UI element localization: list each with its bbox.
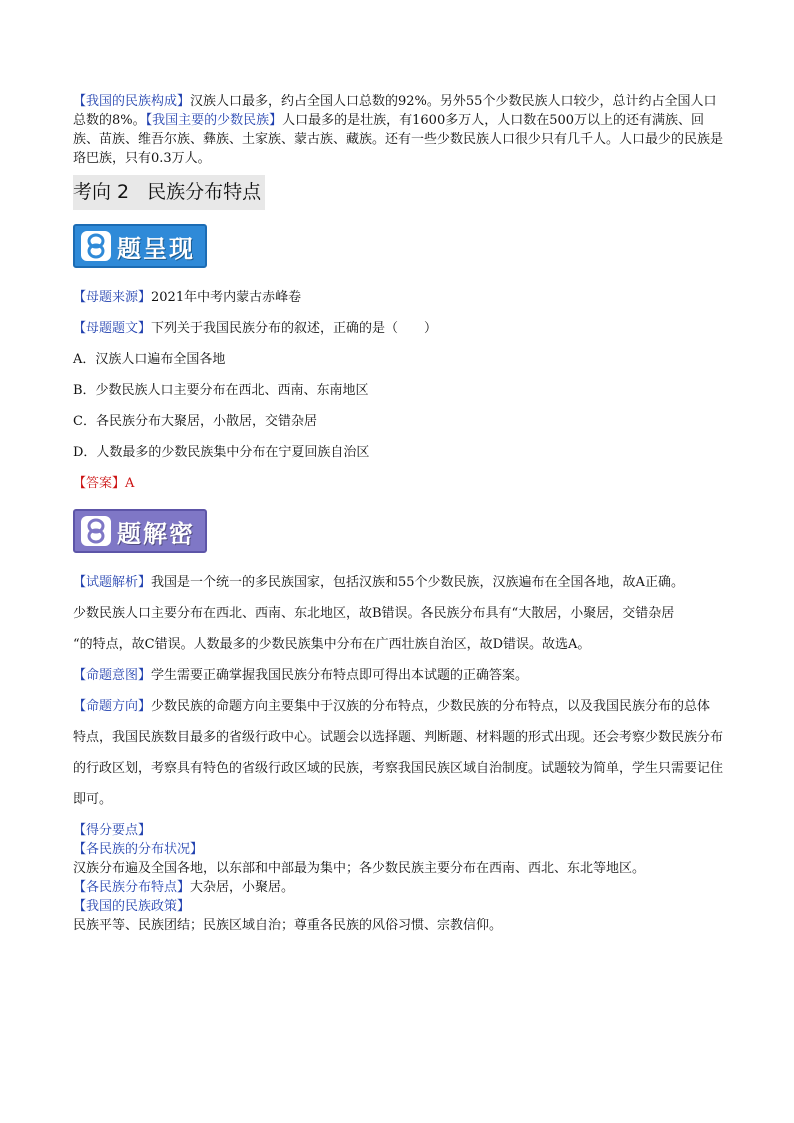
intent-text: 学生需要正确掌握我国民族分布特点即可得出本试题的正确答案。 — [151, 668, 529, 683]
intent-tag: 【命题意图】 — [73, 668, 152, 683]
direction-tag: 【命题方向】 — [73, 699, 152, 714]
distribution-text: 汉族分布遍及全国各地，以东部和中部最为集中；各少数民族主要分布在西南、西北、东北等地区。 — [73, 861, 646, 876]
source-tag: 【母题来源】 — [73, 290, 152, 305]
direction-text: 少数民族的命题方向主要集中于汉族的分布特点，少数民族的分布特点，以及我国民族分布的总体特点，我国民族数目最多的省级行政中心。试题会以选择题、判断题、材料题的形式出现。还会考察少数民族分布的行政区划，考察具有特色的省级行政区域的民族，考察我国民族区域自治制度。试题较为简单，学生只需要记住即可。 — [73, 699, 724, 807]
answer-tag: 【答案】 — [73, 476, 126, 491]
analysis-tag: 【试题解析】 — [73, 575, 152, 590]
section-heading — [73, 175, 265, 210]
option-b: B．少数民族人口主要分布在西北、西南、东南地区 — [73, 383, 369, 398]
link-icon — [81, 231, 111, 261]
stem-tag: 【母题题文】 — [73, 321, 152, 336]
stem-text: 下列关于我国民族分布的叙述，正确的是（ ） — [151, 321, 438, 336]
tag-main-minorities: 【我国主要的少数民族】 — [145, 113, 283, 128]
feature-text: 大杂居，小聚居。 — [190, 880, 295, 895]
tag-ethnic-composition: 【我国的民族构成】 — [73, 94, 191, 109]
answer-value: A — [125, 476, 135, 491]
policy-tag: 【我国的民族政策】 — [73, 899, 191, 914]
distribution-tag: 【各民族的分布状况】 — [73, 842, 204, 857]
question-stem — [73, 313, 723, 344]
intro-paragraph — [73, 92, 723, 168]
link-icon — [81, 516, 111, 546]
text-main-minorities: 人口最多的是壮族，有1600多万人，人口数在500万以上的还有满族、回族、苗族、维吾尔族、彝族、土家族、蒙古族、藏族。还有一些少数民族人口很少只有几千人。人口最少的民族是珞巴族，只有0.3万人。 — [73, 113, 724, 166]
text-ethnic-composition: 汉族人口最多，约占全国人口总数的92%。另外55个少数民族人口较少，总计约占全国人口总数的8%。 — [73, 94, 717, 128]
badge-label: 题呈现 — [117, 234, 195, 263]
section-title: 民族分布特点 — [147, 181, 262, 203]
feature-tag: 【各民族分布特点】 — [73, 880, 191, 895]
answer-line — [73, 468, 723, 499]
policy-text: 民族平等、民族团结；民族区域自治；尊重各民族的风俗习惯、宗教信仰。 — [73, 918, 503, 933]
feature-line — [73, 878, 723, 897]
question-source — [73, 282, 723, 313]
option-a: A．汉族人口遍布全国各地 — [73, 352, 226, 367]
points-tag: 【得分要点】 — [73, 823, 152, 838]
document-page — [73, 92, 723, 935]
question-badge — [73, 224, 207, 268]
intent-line — [73, 660, 723, 691]
badge-label: 题解密 — [117, 519, 195, 548]
analysis-line-2: 少数民族人口主要分布在西北、西南、东北地区，故B错误。各民族分布具有“大散居，小聚居，交错杂居 — [73, 606, 675, 621]
analysis-line-3: “的特点，故C错误。人数最多的少数民族集中分布在广西壮族自治区，故D错误。故选A。 — [73, 637, 591, 652]
option-c: C．各民族分布大聚居，小散居，交错杂居 — [73, 414, 317, 429]
analysis-badge — [73, 509, 207, 553]
option-d: D．人数最多的少数民族集中分布在宁夏回族自治区 — [73, 445, 370, 460]
section-label: 考向 2 — [73, 181, 130, 203]
analysis-text-1: 我国是一个统一的多民族国家，包括汉族和55个少数民族，汉族遍布在全国各地，故A正确。 — [151, 575, 684, 590]
source-text: 2021年中考内蒙古赤峰卷 — [151, 290, 302, 305]
analysis-line-1 — [73, 567, 723, 598]
direction-paragraph — [73, 691, 723, 815]
